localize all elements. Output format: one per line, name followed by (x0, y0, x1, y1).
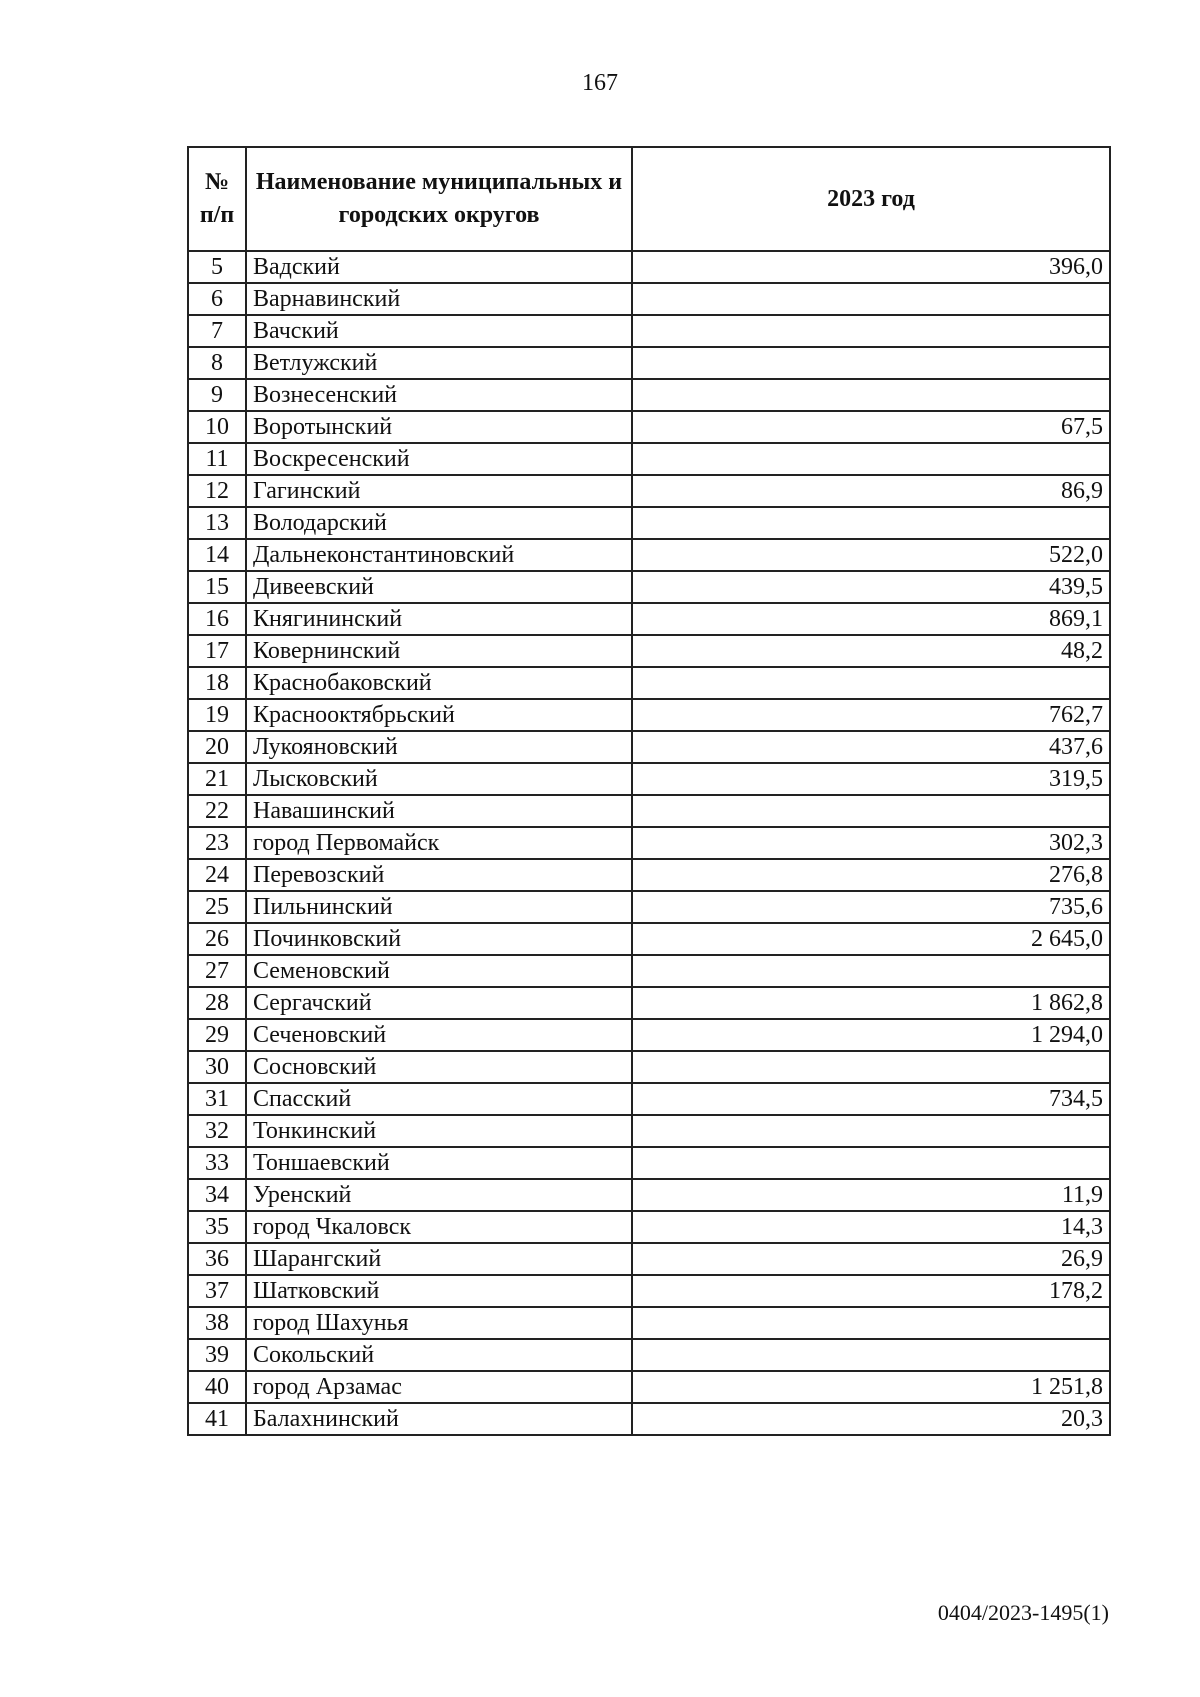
table-row (188, 1403, 1110, 1435)
year-value: 48,2 (632, 635, 1110, 667)
table-row (188, 763, 1110, 795)
district-name: Лукояновский (246, 731, 632, 763)
row-number: 25 (188, 891, 246, 923)
district-name: Вачский (246, 315, 632, 347)
district-name: Шатковский (246, 1275, 632, 1307)
header-year: 2023 год (632, 147, 1110, 251)
table-row (188, 1243, 1110, 1275)
row-number: 8 (188, 347, 246, 379)
table-row (188, 1339, 1110, 1371)
district-name: Сергачский (246, 987, 632, 1019)
table-row (188, 667, 1110, 699)
year-value (632, 795, 1110, 827)
table-row (188, 379, 1110, 411)
table-row (188, 1275, 1110, 1307)
year-value (632, 315, 1110, 347)
header-num: № п/п (188, 147, 246, 251)
year-value: 319,5 (632, 763, 1110, 795)
row-number: 5 (188, 251, 246, 283)
table-row (188, 1019, 1110, 1051)
row-number: 24 (188, 859, 246, 891)
district-name: Уренский (246, 1179, 632, 1211)
year-value: 439,5 (632, 571, 1110, 603)
district-name: Варнавинский (246, 283, 632, 315)
table-row (188, 987, 1110, 1019)
year-value (632, 955, 1110, 987)
year-value: 86,9 (632, 475, 1110, 507)
district-name: Тоншаевский (246, 1147, 632, 1179)
year-value (632, 379, 1110, 411)
row-number: 29 (188, 1019, 246, 1051)
table-row (188, 891, 1110, 923)
row-number: 9 (188, 379, 246, 411)
table-row (188, 1051, 1110, 1083)
year-value (632, 1307, 1110, 1339)
table-row (188, 1115, 1110, 1147)
year-value: 762,7 (632, 699, 1110, 731)
year-value (632, 1115, 1110, 1147)
table-row (188, 923, 1110, 955)
table-row (188, 347, 1110, 379)
year-value (632, 443, 1110, 475)
year-value: 276,8 (632, 859, 1110, 891)
year-value: 1 251,8 (632, 1371, 1110, 1403)
district-name: Спасский (246, 1083, 632, 1115)
row-number: 6 (188, 283, 246, 315)
row-number: 40 (188, 1371, 246, 1403)
row-number: 26 (188, 923, 246, 955)
district-name: Вознесенский (246, 379, 632, 411)
district-name: Навашинский (246, 795, 632, 827)
table-row (188, 955, 1110, 987)
row-number: 41 (188, 1403, 246, 1435)
year-value: 396,0 (632, 251, 1110, 283)
table-row (188, 635, 1110, 667)
table-row (188, 699, 1110, 731)
district-name: город Арзамас (246, 1371, 632, 1403)
district-name: Лысковский (246, 763, 632, 795)
district-name: Шарангский (246, 1243, 632, 1275)
year-value: 26,9 (632, 1243, 1110, 1275)
year-value: 2 645,0 (632, 923, 1110, 955)
row-number: 36 (188, 1243, 246, 1275)
row-number: 28 (188, 987, 246, 1019)
year-value: 178,2 (632, 1275, 1110, 1307)
district-name: Володарский (246, 507, 632, 539)
table-row (188, 859, 1110, 891)
district-name: Починковский (246, 923, 632, 955)
year-value: 735,6 (632, 891, 1110, 923)
table-row (188, 283, 1110, 315)
district-name: Княгининский (246, 603, 632, 635)
table-row (188, 1147, 1110, 1179)
table-body (188, 251, 1110, 1435)
year-value (632, 1051, 1110, 1083)
row-number: 12 (188, 475, 246, 507)
district-name: Балахнинский (246, 1403, 632, 1435)
row-number: 32 (188, 1115, 246, 1147)
district-name: Тонкинский (246, 1115, 632, 1147)
row-number: 30 (188, 1051, 246, 1083)
row-number: 31 (188, 1083, 246, 1115)
row-number: 33 (188, 1147, 246, 1179)
table-row (188, 795, 1110, 827)
row-number: 7 (188, 315, 246, 347)
row-number: 23 (188, 827, 246, 859)
row-number: 16 (188, 603, 246, 635)
row-number: 10 (188, 411, 246, 443)
year-value (632, 667, 1110, 699)
page-number: 167 (582, 70, 618, 96)
row-number: 11 (188, 443, 246, 475)
row-number: 27 (188, 955, 246, 987)
document-code: 0404/2023-1495(1) (937, 1600, 1109, 1625)
data-table (187, 146, 1111, 1436)
table-row (188, 539, 1110, 571)
table-row (188, 315, 1110, 347)
year-value (632, 507, 1110, 539)
row-number: 21 (188, 763, 246, 795)
table-row (188, 475, 1110, 507)
district-name: Воротынский (246, 411, 632, 443)
district-name: город Первомайск (246, 827, 632, 859)
table-row (188, 411, 1110, 443)
table-row (188, 1179, 1110, 1211)
district-name: город Шахунья (246, 1307, 632, 1339)
table-row (188, 1307, 1110, 1339)
header-name: Наименование муниципальных и городских округов (246, 147, 632, 251)
district-name: Гагинский (246, 475, 632, 507)
row-number: 20 (188, 731, 246, 763)
table-row (188, 443, 1110, 475)
table-row (188, 731, 1110, 763)
district-name: Пильнинский (246, 891, 632, 923)
year-value: 302,3 (632, 827, 1110, 859)
district-name: Краснооктябрьский (246, 699, 632, 731)
year-value (632, 1339, 1110, 1371)
district-name: Ковернинский (246, 635, 632, 667)
district-name: Воскресенский (246, 443, 632, 475)
district-name: Сеченовский (246, 1019, 632, 1051)
table-row (188, 1083, 1110, 1115)
table-row (188, 827, 1110, 859)
year-value: 67,5 (632, 411, 1110, 443)
year-value: 1 862,8 (632, 987, 1110, 1019)
district-name: Перевозский (246, 859, 632, 891)
row-number: 17 (188, 635, 246, 667)
table-row (188, 1211, 1110, 1243)
year-value: 11,9 (632, 1179, 1110, 1211)
row-number: 22 (188, 795, 246, 827)
district-name: Семеновский (246, 955, 632, 987)
row-number: 19 (188, 699, 246, 731)
district-name: Дальнеконстантиновский (246, 539, 632, 571)
table-row (188, 603, 1110, 635)
table-row (188, 1371, 1110, 1403)
table-row (188, 571, 1110, 603)
row-number: 35 (188, 1211, 246, 1243)
district-name: Ветлужский (246, 347, 632, 379)
district-name: Краснобаковский (246, 667, 632, 699)
row-number: 14 (188, 539, 246, 571)
row-number: 13 (188, 507, 246, 539)
year-value: 14,3 (632, 1211, 1110, 1243)
year-value: 869,1 (632, 603, 1110, 635)
year-value (632, 283, 1110, 315)
row-number: 34 (188, 1179, 246, 1211)
year-value (632, 1147, 1110, 1179)
year-value: 20,3 (632, 1403, 1110, 1435)
row-number: 38 (188, 1307, 246, 1339)
district-name: Вадский (246, 251, 632, 283)
year-value (632, 347, 1110, 379)
table-row (188, 251, 1110, 283)
district-name: Сосновский (246, 1051, 632, 1083)
row-number: 37 (188, 1275, 246, 1307)
row-number: 15 (188, 571, 246, 603)
district-name: Сокольский (246, 1339, 632, 1371)
year-value: 522,0 (632, 539, 1110, 571)
row-number: 39 (188, 1339, 246, 1371)
table-row (188, 507, 1110, 539)
table-header-row (188, 147, 1110, 251)
district-name: Дивеевский (246, 571, 632, 603)
year-value: 1 294,0 (632, 1019, 1110, 1051)
year-value: 437,6 (632, 731, 1110, 763)
year-value: 734,5 (632, 1083, 1110, 1115)
row-number: 18 (188, 667, 246, 699)
district-name: город Чкаловск (246, 1211, 632, 1243)
